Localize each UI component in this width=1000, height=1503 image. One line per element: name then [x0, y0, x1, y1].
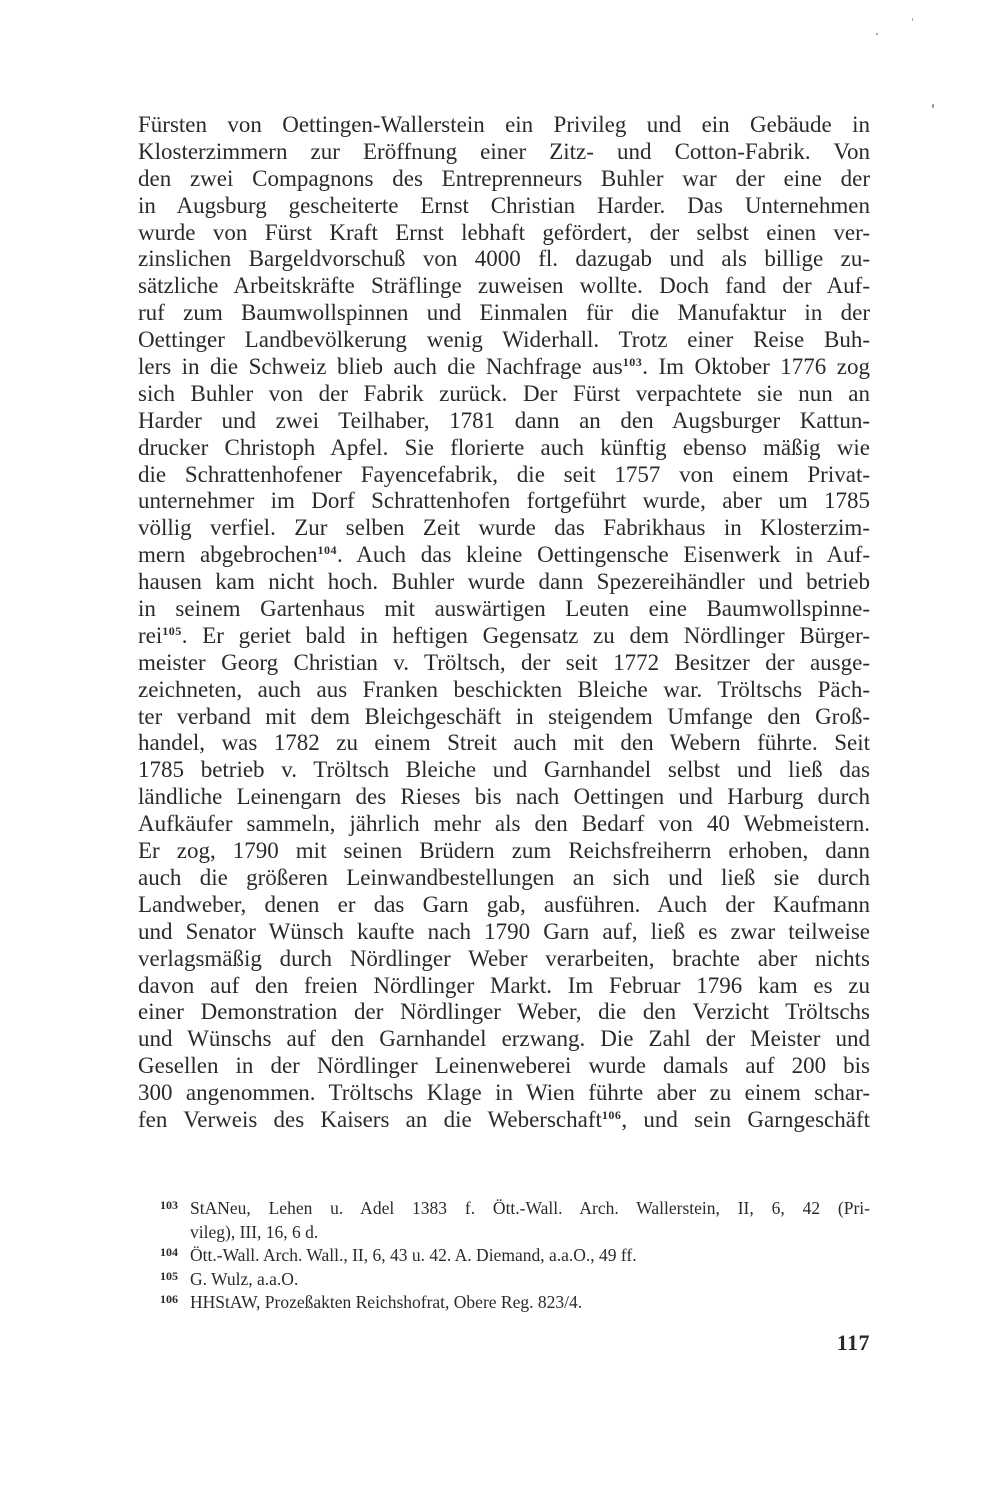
text-line: den zwei Compagnons des Entreprenneurs Buhler war der eine der — [138, 165, 870, 191]
text-segment: lers in die Schweiz blieb auch die Nachfrage aus — [138, 354, 623, 380]
text-line: 1785 betrieb v. Tröltsch Bleiche und Garnhandel selbst und ließ das — [138, 757, 870, 783]
text-line: zeichneten, auch aus Franken beschickten Bleiche war. Tröltschs Päch- — [138, 676, 870, 702]
text-line: die Schrattenhofener Fayencefabrik, die seit 1757 von einem Privat- — [138, 461, 870, 487]
scan-speck — [932, 104, 934, 108]
text-line: und Wünschs auf den Garnhandel erzwang. Die Zahl der Meister und — [138, 1026, 870, 1052]
text-line: in seinem Gartenhaus mit auswärtigen Leuten eine Baumwollspinne- — [138, 596, 870, 622]
body-text — [138, 112, 870, 1134]
text-line: hausen kam nicht hoch. Buhler wurde dann Spezereihändler und betrieb — [138, 569, 870, 595]
footnote-reference[interactable]: 104 — [317, 543, 337, 558]
text-line: handel, was 1782 zu einem Streit auch mit den Webern führte. Seit — [138, 730, 870, 756]
footnotes — [138, 1197, 870, 1315]
text-line — [138, 623, 870, 650]
text-line — [138, 1107, 870, 1134]
text-segment: mern abgebrochen — [138, 542, 318, 568]
footnote-reference[interactable]: 106 — [601, 1107, 622, 1122]
footnote-reference[interactable]: 103 — [622, 355, 643, 370]
footnote — [138, 1244, 870, 1268]
footnote — [138, 1197, 870, 1221]
text-line: ruf zum Baumwollspinnen und Einmalen für die Manufaktur in der — [138, 300, 870, 326]
footnote-text: G. Wulz, a.a.O. — [190, 1268, 299, 1289]
text-line: meister Georg Christian v. Tröltsch, der seit 1772 Besitzer der ausge- — [138, 649, 870, 675]
footnote-number: 104 — [160, 1245, 178, 1259]
footnote — [138, 1291, 870, 1315]
text-line: sätzliche Arbeitskräfte Sträflinge zuweisen wollte. Doch fand der Auf- — [138, 273, 870, 299]
footnote-reference[interactable]: 105 — [162, 623, 182, 638]
text-line: sich Buhler von der Fabrik zurück. Der Fürst verpachtete sie nun an — [138, 380, 870, 406]
scan-speck — [912, 18, 913, 21]
text-segment: fen Verweis des Kaisers an die Weberschaft — [138, 1106, 602, 1132]
text-line: Gesellen in der Nördlinger Leinenweberei wurde damals auf 200 bis — [138, 1053, 870, 1079]
text-line — [138, 354, 870, 381]
footnote-continuation: vileg), III, 16, 6 d. — [190, 1221, 319, 1242]
text-line: auch die größeren Leinwandbestellungen an sich und ließ sie durch — [138, 864, 870, 890]
text-line: ter verband mit dem Bleichgeschäft in steigendem Umfange den Groß- — [138, 703, 870, 729]
text-line: zinslichen Bargeldvorschuß von 4000 fl. dazugab und als billige zu- — [138, 246, 870, 272]
text-line: davon auf den freien Nördlinger Markt. Im Februar 1796 kam es zu — [138, 972, 870, 998]
text-line: Er zog, 1790 mit seinen Brüdern zum Reichsfreiherrn erhoben, dann — [138, 838, 870, 864]
text-line: und Senator Wünsch kaufte nach 1790 Garn auf, ließ es zwar teilweise — [138, 918, 870, 944]
text-segment: . Im Oktober 1776 zog — [642, 354, 870, 380]
footnote-number: 105 — [160, 1268, 178, 1283]
footnote-number: 106 — [160, 1292, 178, 1306]
text-line: Oettinger Landbevölkerung wenig Widerhall. Trotz einer Reise Buh- — [138, 327, 870, 353]
scan-speck — [876, 33, 878, 35]
text-line — [138, 542, 870, 569]
text-line: 300 angenommen. Tröltschs Klage in Wien führte aber zu einem schar- — [138, 1080, 870, 1106]
text-segment: , und sein Garngeschäft — [621, 1106, 870, 1132]
text-line: drucker Christoph Apfel. Sie florierte auch künftig ebenso mäßig wie — [138, 434, 870, 460]
text-line: Klosterzimmern zur Eröffnung einer Zitz- und Cotton-Fabrik. Von — [138, 138, 870, 164]
footnote-text: StANeu, Lehen u. Adel 1383 f. Ött.-Wall. Arch. Wallerstein, II, 6, 42 (Pri- — [190, 1198, 870, 1218]
footnote-number: 103 — [160, 1198, 178, 1212]
text-line: verlagsmäßig durch Nördlinger Weber verarbeiten, brachte aber nichts — [138, 945, 870, 971]
text-line: Harder und zwei Teilhaber, 1781 dann an den Augsburger Kattun- — [138, 407, 870, 433]
text-segment: rei — [138, 622, 163, 648]
text-line: völlig verfiel. Zur selben Zeit wurde das Fabrikhaus in Klosterzim- — [138, 515, 870, 541]
text-line: Fürsten von Oettingen-Wallerstein ein Privileg und ein Gebäude in — [138, 112, 870, 137]
text-line: wurde von Fürst Kraft Ernst lebhaft gefördert, der selbst einen ver- — [138, 219, 870, 245]
text-segment: . Auch das kleine Oettingensche Eisenwerk in Auf- — [337, 542, 870, 568]
text-line: einer Demonstration der Nördlinger Weber, die den Verzicht Tröltschs — [138, 999, 870, 1025]
footnote-text: HHStAW, Prozeßakten Reichshofrat, Obere Reg. 823/4. — [190, 1292, 583, 1312]
text-line: ländliche Leinengarn des Rieses bis nach Oettingen und Harburg durch — [138, 784, 870, 810]
text-segment: . Er geriet bald in heftigen Gegensatz zu dem Nördlinger Bürger- — [181, 622, 870, 648]
page — [138, 112, 870, 1492]
footnote-text: Ött.-Wall. Arch. Wall., II, 6, 43 u. 42. A. Diemand, a.a.O., 49 ff. — [190, 1245, 637, 1265]
text-line: Aufkäufer sammeln, jährlich mehr als den Bedarf von 40 Webmeistern. — [138, 811, 870, 837]
text-line: unternehmer im Dorf Schrattenhofen fortgeführt wurde, aber um 1785 — [138, 488, 870, 514]
footnote — [138, 1268, 870, 1292]
text-line: in Augsburg gescheiterte Ernst Christian Harder. Das Unternehmen — [138, 192, 870, 218]
page-number: 117 — [836, 1330, 870, 1355]
text-line: Landweber, denen er das Garn gab, ausführen. Auch der Kaufmann — [138, 891, 870, 917]
